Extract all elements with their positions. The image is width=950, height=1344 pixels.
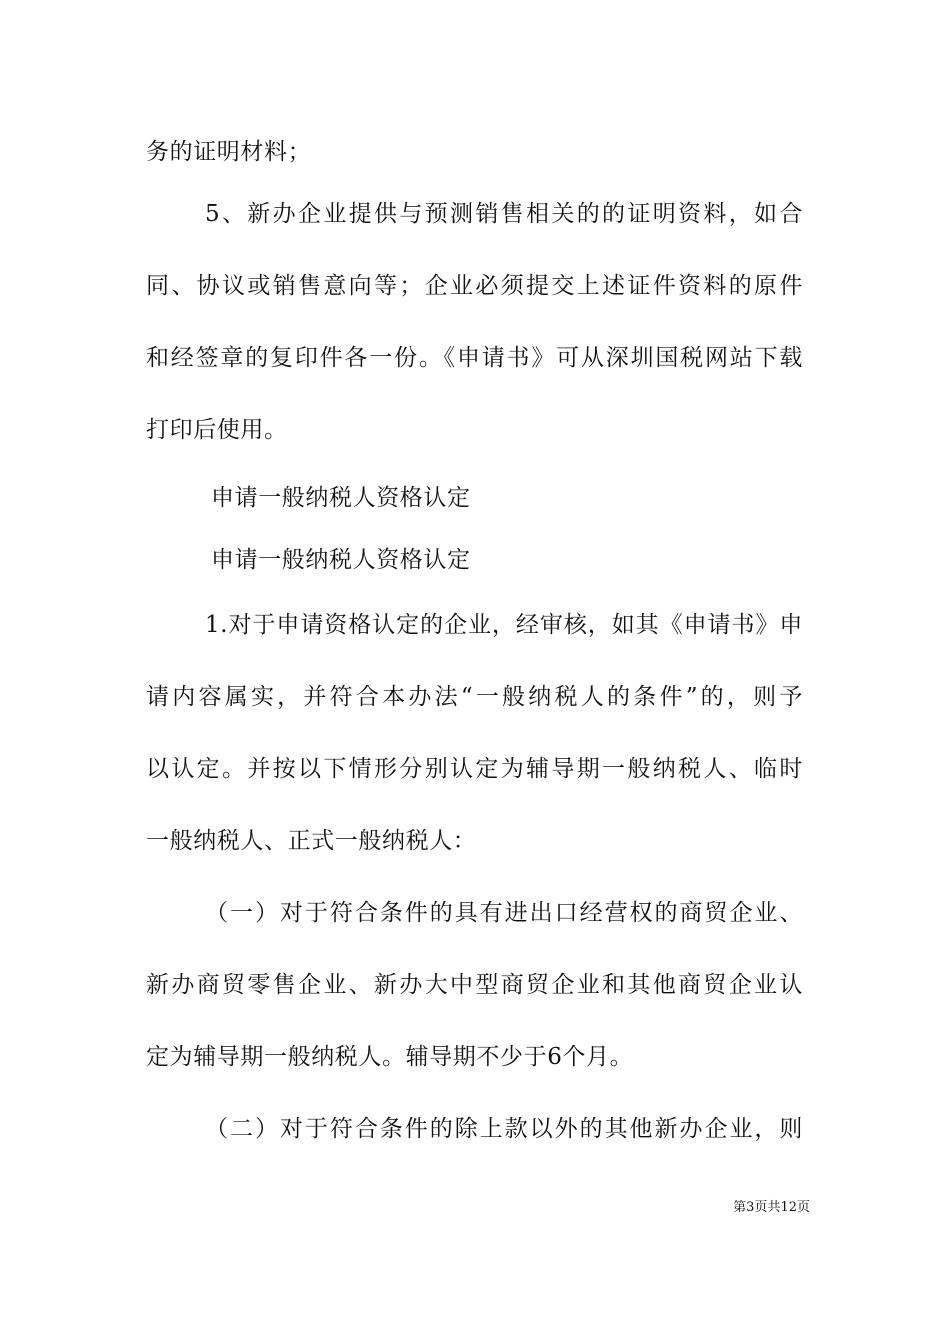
body-line: 以认定。并按以下情形分别认定为辅导期一般纳税人、临时 (146, 756, 803, 782)
body-line: 请内容属实，并符合本办法“一般纳税人的条件”的，则予 (146, 684, 803, 710)
body-line: 同、协议或销售意向等；企业必须提交上述证件资料的原件 (146, 273, 803, 299)
section-heading: 申请一般纳税人资格认定 (211, 485, 471, 511)
body-line: 一般纳税人、正式一般纳税人： (146, 828, 477, 854)
section-heading: 申请一般纳税人资格认定 (211, 547, 471, 573)
body-line: 和经签章的复印件各一份。《申请书》可从深圳国税网站下载 (146, 345, 803, 371)
body-line: 新办商贸零售企业、新办大中型商贸企业和其他商贸企业认 (146, 972, 803, 998)
body-line: 5、新办企业提供与预测销售相关的的证明资料，如合 (205, 201, 803, 227)
body-line: 定为辅导期一般纳税人。辅导期不少于6个月。 (146, 1044, 634, 1070)
page-number: 第3页共12页 (733, 1200, 810, 1215)
body-line: （一）对于符合条件的具有进出口经营权的商贸企业、 (205, 900, 803, 926)
body-line: 务的证明材料； (146, 139, 312, 165)
body-line: 打印后使用。 (146, 417, 288, 443)
body-line: 1.对于申请资格认定的企业，经审核，如其《申请书》申 (205, 612, 803, 638)
body-line: （二）对于符合条件的除上款以外的其他新办企业，则 (205, 1116, 803, 1142)
